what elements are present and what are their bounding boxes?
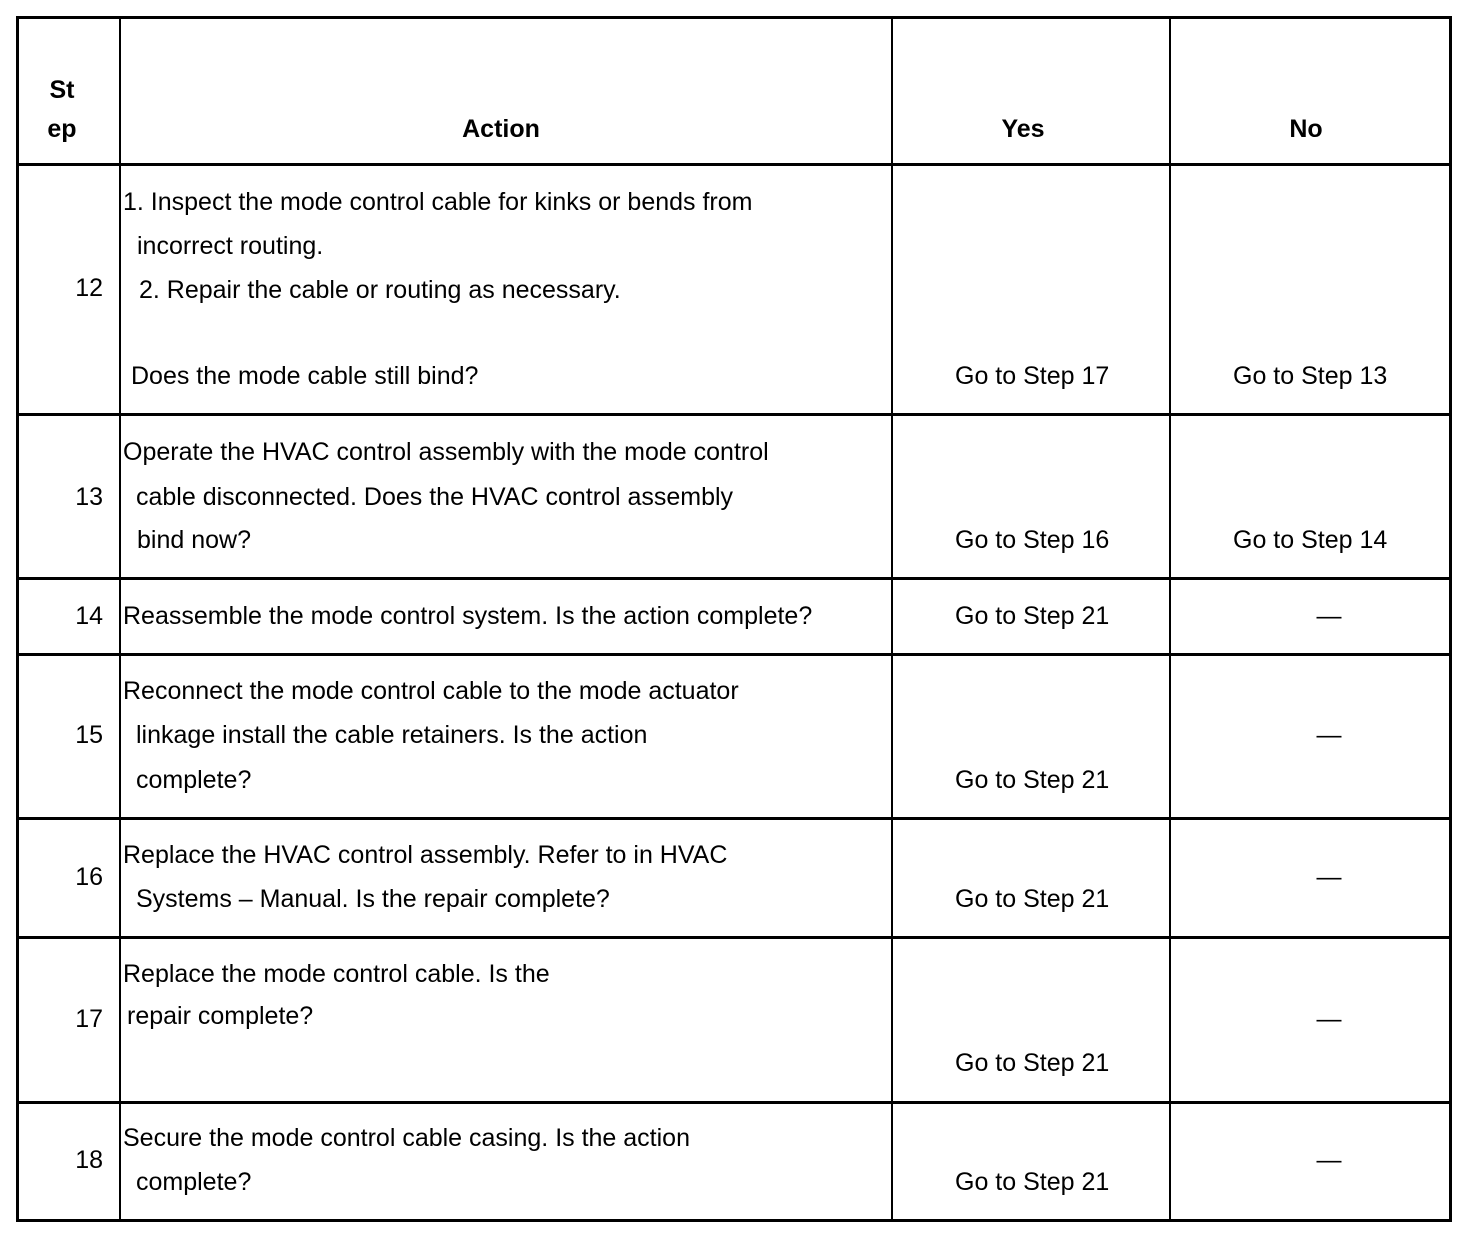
action-text: cable disconnected. Does the HVAC control assembly [136, 483, 734, 511]
col-divider-action [891, 19, 893, 1219]
action-text: linkage install the cable retainers. Is the action [136, 721, 648, 749]
header-step-line2: ep [47, 115, 77, 143]
row-divider [19, 936, 1449, 939]
action-text: 1. Inspect the mode control cable for kinks or bends from [123, 188, 753, 216]
action-text: Replace the HVAC control assembly. Refer to in HVAC [123, 841, 728, 869]
row-divider [19, 413, 1449, 416]
row-divider [19, 577, 1449, 580]
no-result: Go to Step 13 [1233, 362, 1388, 390]
header-divider [19, 163, 1449, 166]
action-text: repair complete? [127, 1002, 314, 1030]
action-text: 2. Repair the cable or routing as necessary. [139, 276, 621, 304]
no-result: — [1316, 1005, 1342, 1033]
step-number: 18 [75, 1146, 103, 1174]
no-result: — [1316, 1146, 1342, 1174]
action-text: Does the mode cable still bind? [131, 362, 479, 390]
diagnostic-table [16, 16, 1452, 1222]
yes-result: Go to Step 16 [955, 526, 1110, 554]
col-divider-yes [1169, 19, 1171, 1219]
yes-result: Go to Step 21 [955, 885, 1110, 913]
yes-result: Go to Step 21 [955, 1168, 1110, 1196]
action-text: Replace the mode control cable. Is the [123, 960, 550, 988]
action-text: incorrect routing. [137, 232, 324, 260]
header-step-line1: St [49, 76, 75, 104]
no-result: — [1316, 602, 1342, 630]
action-text: complete? [136, 766, 252, 794]
yes-result: Go to Step 21 [955, 766, 1110, 794]
row-divider [19, 1101, 1449, 1104]
step-number: 16 [75, 863, 103, 891]
step-number: 15 [75, 721, 103, 749]
no-result: Go to Step 14 [1233, 526, 1388, 554]
no-result: — [1316, 721, 1342, 749]
header-no: No [1289, 115, 1323, 143]
row-divider [19, 653, 1449, 656]
yes-result: Go to Step 21 [955, 1049, 1110, 1077]
no-result: — [1316, 863, 1342, 891]
header-yes: Yes [1001, 115, 1045, 143]
header-action: Action [462, 115, 540, 143]
row-divider [19, 817, 1449, 820]
col-divider-step [119, 19, 121, 1219]
action-text: complete? [136, 1168, 252, 1196]
action-text: bind now? [137, 526, 251, 554]
yes-result: Go to Step 17 [955, 362, 1110, 390]
step-number: 13 [75, 483, 103, 511]
step-number: 14 [75, 602, 103, 630]
yes-result: Go to Step 21 [955, 602, 1110, 630]
step-number: 17 [75, 1005, 103, 1033]
action-text: Operate the HVAC control assembly with the mode control [123, 438, 769, 466]
action-text: Systems – Manual. Is the repair complete? [136, 885, 610, 913]
action-text: Secure the mode control cable casing. Is the action [123, 1124, 690, 1152]
step-number: 12 [75, 274, 103, 302]
action-text: Reconnect the mode control cable to the mode actuator [123, 677, 739, 705]
action-text: Reassemble the mode control system. Is the action complete? [123, 602, 813, 630]
